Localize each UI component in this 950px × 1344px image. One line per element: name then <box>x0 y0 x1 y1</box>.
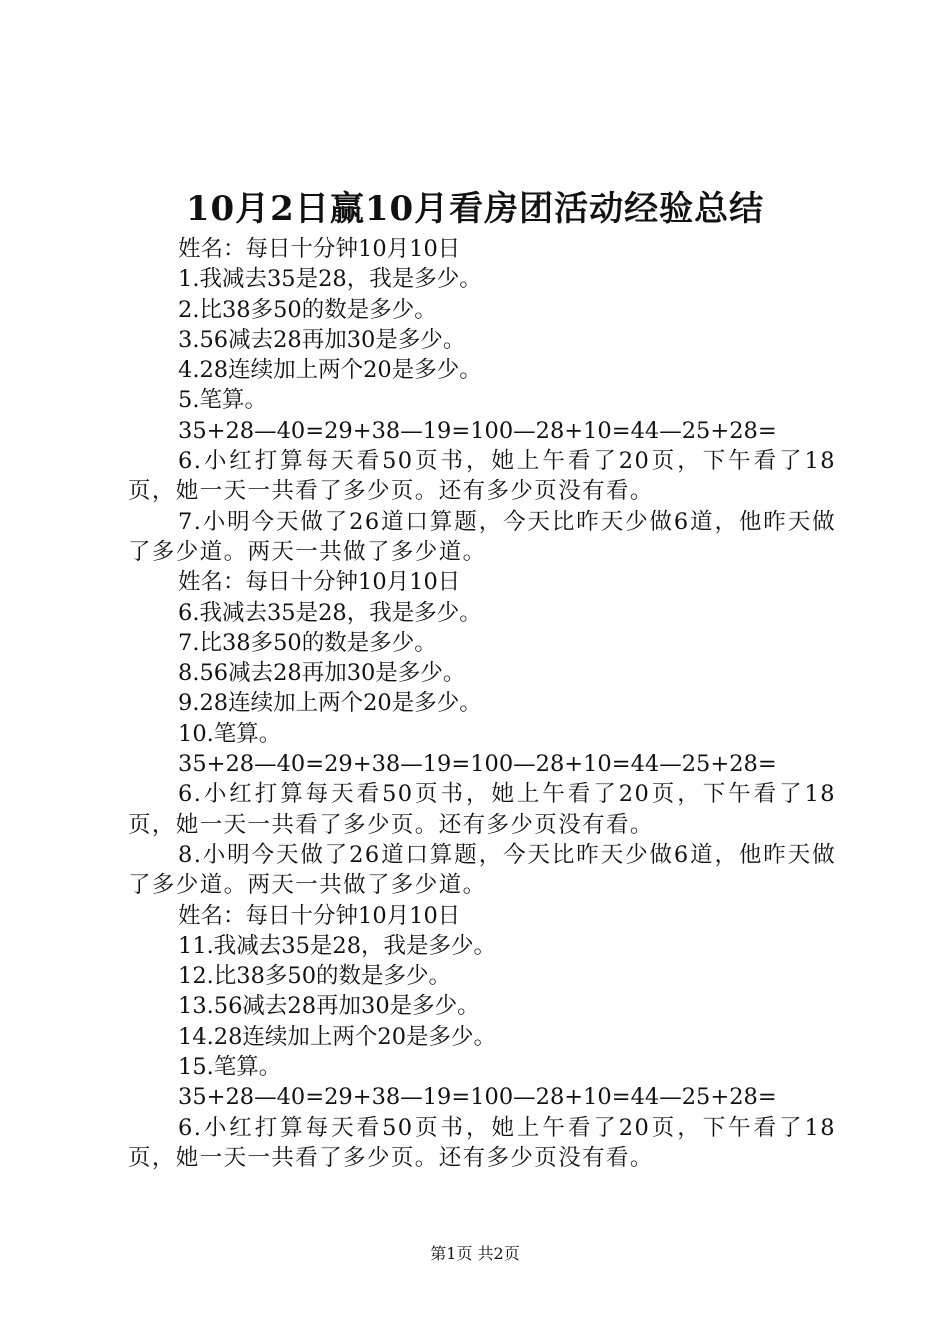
document-body <box>128 234 836 1173</box>
text-line: 13.56减去28再加30是多少。 <box>178 993 480 1020</box>
paragraph: 6.小红打算每天看50页书，她上午看了20页，下午看了18页，她一天一共看了多少页。还有多少页没有看。 <box>128 448 836 505</box>
text-line: 11.我减去35是28，我是多少。 <box>178 932 497 959</box>
page-footer: 第1页 共2页 <box>430 1244 520 1263</box>
text-line: 姓名：每日十分钟10月10日 <box>178 569 461 596</box>
text-line: 6.我减去35是28，我是多少。 <box>178 599 482 626</box>
text-line: 35+28—40=29+38—19=100—28+10=44—25+28= <box>178 417 777 444</box>
text-line: 1.我减去35是28，我是多少。 <box>178 266 482 293</box>
text-line: 姓名：每日十分钟10月10日 <box>178 236 461 262</box>
text-line: 2.比38多50的数是多少。 <box>178 296 437 323</box>
text-line: 14.28连续加上两个20是多少。 <box>178 1023 497 1050</box>
text-line: 12.比38多50的数是多少。 <box>178 963 452 990</box>
paragraph: 8.小明今天做了26道口算题，今天比昨天少做6道，他昨天做了多少道。两天一共做了多少道。 <box>128 841 836 899</box>
text-line: 10.笔算。 <box>178 720 282 747</box>
text-line: 姓名：每日十分钟10月10日 <box>178 902 461 929</box>
text-line: 15.笔算。 <box>178 1054 282 1081</box>
text-line: 35+28—40=29+38—19=100—28+10=44—25+28= <box>178 1084 777 1111</box>
paragraph: 6.小红打算每天看50页书，她上午看了20页，下午看了18页，她一天一共看了多少页。还有多少页没有看。 <box>128 1114 836 1171</box>
text-line: 9.28连续加上两个20是多少。 <box>178 690 482 717</box>
paragraph: 6.小红打算每天看50页书，她上午看了20页，下午看了18页，她一天一共看了多少页。还有多少页没有看。 <box>128 781 836 838</box>
text-line: 3.56减去28再加30是多少。 <box>178 326 466 353</box>
text-line: 35+28—40=29+38—19=100—28+10=44—25+28= <box>178 751 777 778</box>
text-line: 4.28连续加上两个20是多少。 <box>178 357 482 384</box>
text-line: 7.比38多50的数是多少。 <box>178 629 437 656</box>
text-line: 5.笔算。 <box>178 387 267 414</box>
document-title: 10月2日赢10月看房团活动经验总结 <box>185 189 765 229</box>
text-line: 8.56减去28再加30是多少。 <box>178 660 466 687</box>
paragraph: 7.小明今天做了26道口算题，今天比昨天少做6道，他昨天做了多少道。两天一共做了多少道。 <box>128 508 836 565</box>
